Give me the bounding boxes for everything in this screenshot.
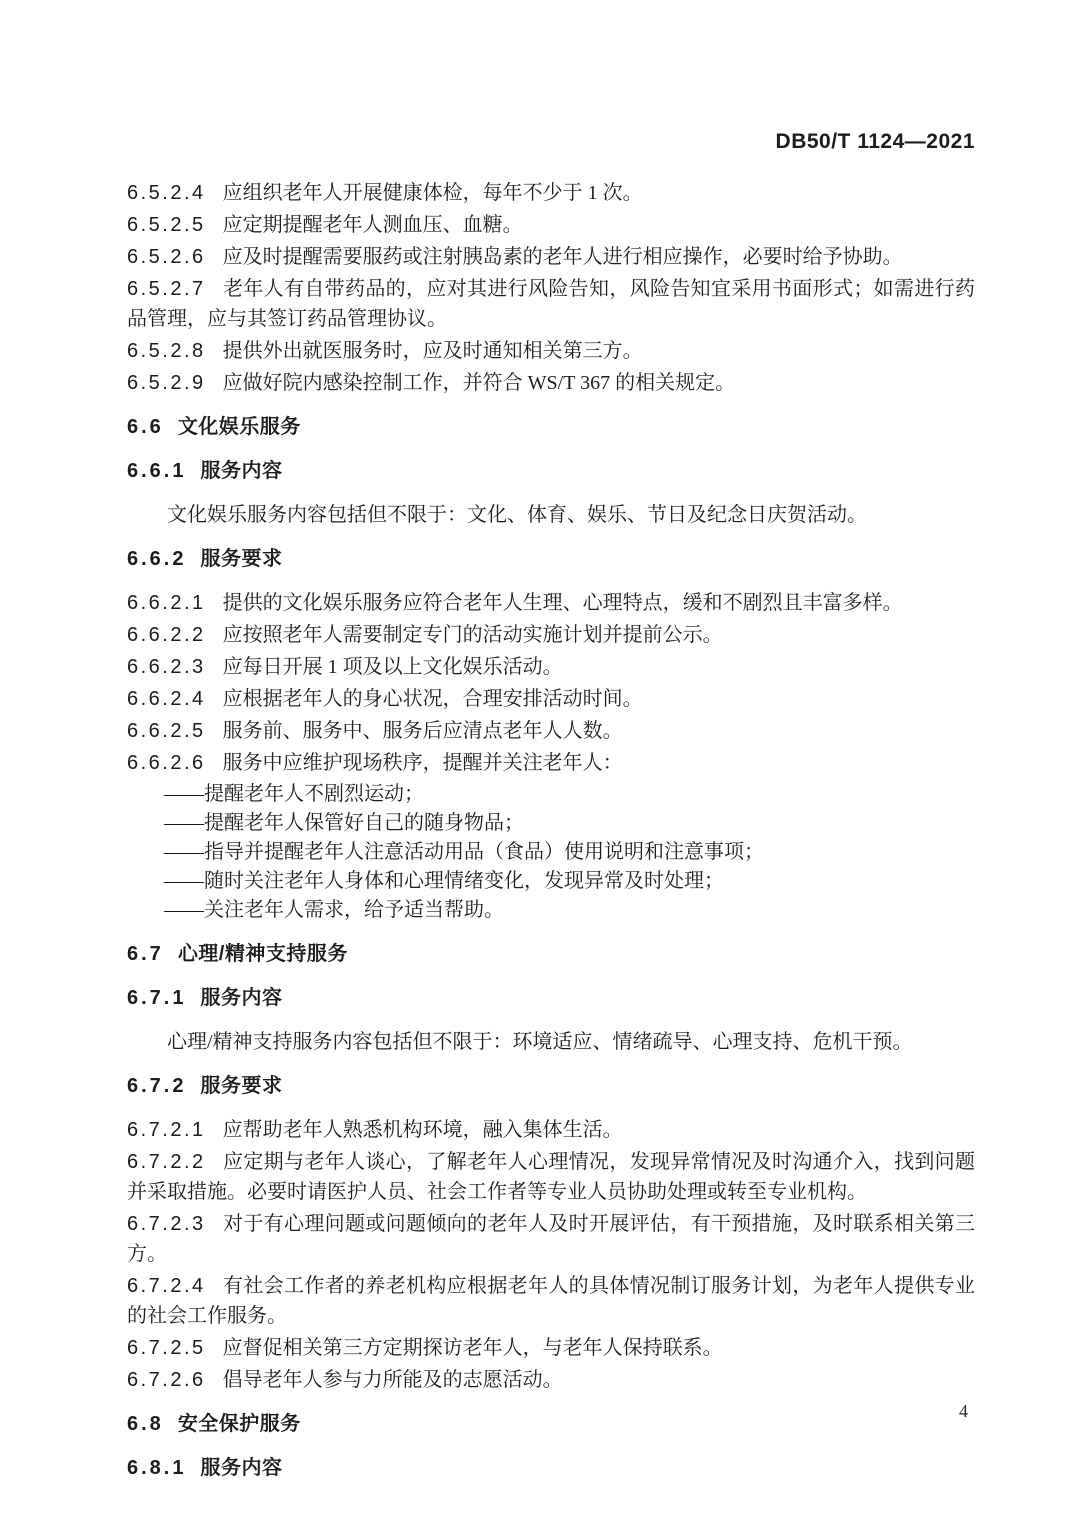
clause xyxy=(127,652,975,682)
clause-text: 提供的文化娱乐服务应符合老年人生理、心理特点，缓和不剧烈且丰富多样。 xyxy=(222,592,903,614)
heading-number: 6.7 xyxy=(127,943,164,965)
clause xyxy=(127,1209,975,1269)
clause xyxy=(127,748,975,778)
clause-text: 应按照老年人需要制定专门的活动实施计划并提前公示。 xyxy=(222,624,723,646)
paragraph xyxy=(127,500,975,530)
clause-number: 6.6.2.5 xyxy=(127,720,206,742)
heading-text: 服务内容 xyxy=(200,1457,283,1479)
clause-text: 应督促相关第三方定期探访老年人，与老年人保持联系。 xyxy=(222,1337,723,1359)
clause-number: 6.7.2.6 xyxy=(127,1369,206,1391)
clause-text: 应及时提醒需要服药或注射胰岛素的老年人进行相应操作，必要时给予协助。 xyxy=(222,246,903,268)
section-heading xyxy=(127,1409,975,1439)
clause xyxy=(127,716,975,746)
clause-text: 提供外出就医服务时，应及时通知相关第三方。 xyxy=(222,340,643,362)
heading-text: 服务内容 xyxy=(200,987,283,1009)
dash-list-item xyxy=(127,809,975,838)
clause-text: 应每日开展 1 项及以上文化娱乐活动。 xyxy=(222,656,563,678)
clause-text: 文化娱乐服务内容包括但不限于：文化、体育、娱乐、节日及纪念日庆贺活动。 xyxy=(167,504,867,526)
clause xyxy=(127,178,975,208)
clause-number: 6.7.2.2 xyxy=(127,1151,206,1173)
clause-number: 6.6.2.2 xyxy=(127,624,206,646)
clause-number: 6.7.2.1 xyxy=(127,1119,206,1141)
clause-text: ——提醒老年人不剧烈运动； xyxy=(164,783,424,805)
clause xyxy=(127,684,975,714)
section-heading xyxy=(127,983,975,1013)
clause xyxy=(127,1147,975,1207)
clause-number: 6.7.2.5 xyxy=(127,1337,206,1359)
clause-number: 6.5.2.8 xyxy=(127,340,206,362)
clause-number: 6.5.2.9 xyxy=(127,372,206,394)
heading-number: 6.8 xyxy=(127,1413,164,1435)
clause-number: 6.6.2.4 xyxy=(127,688,206,710)
clause-text: ——指导并提醒老年人注意活动用品（食品）使用说明和注意事项； xyxy=(164,841,764,863)
clause xyxy=(127,210,975,240)
section-heading xyxy=(127,544,975,574)
clause-text: 应定期与老年人谈心，了解老年人心理情况，发现异常情况及时沟通介入，找到问题并采取措施。必要时请医护人员、社会工作者等专业人员协助处理或转至专业机构。 xyxy=(127,1151,975,1203)
heading-number: 6.7.2 xyxy=(127,1075,187,1097)
document-header xyxy=(127,130,975,154)
heading-text: 心理/精神支持服务 xyxy=(177,943,348,965)
clause-number: 6.5.2.4 xyxy=(127,182,206,204)
dash-list-item xyxy=(127,867,975,896)
clause-text: 倡导老年人参与力所能及的志愿活动。 xyxy=(222,1369,563,1391)
clause xyxy=(127,274,975,334)
heading-text: 文化娱乐服务 xyxy=(177,416,301,438)
heading-text: 安全保护服务 xyxy=(177,1413,301,1435)
heading-number: 6.6 xyxy=(127,416,164,438)
clause-text: 应组织老年人开展健康体检，每年不少于 1 次。 xyxy=(222,182,643,204)
clause-number: 6.6.2.6 xyxy=(127,752,206,774)
page-footer xyxy=(959,1401,968,1422)
document-body xyxy=(127,178,975,1483)
clause xyxy=(127,336,975,366)
clause-text: 应根据老年人的身心状况，合理安排活动时间。 xyxy=(222,688,643,710)
dash-list-item xyxy=(127,838,975,867)
clause-number: 6.6.2.1 xyxy=(127,592,206,614)
clause-number: 6.5.2.7 xyxy=(127,278,206,300)
clause-text: ——提醒老年人保管好自己的随身物品； xyxy=(164,812,524,834)
clause xyxy=(127,368,975,398)
section-heading xyxy=(127,939,975,969)
clause-number: 6.6.2.3 xyxy=(127,656,206,678)
clause-text: 服务中应维护现场秩序，提醒并关注老年人： xyxy=(222,752,623,774)
clause-number: 6.7.2.3 xyxy=(127,1213,206,1235)
clause-text: 应定期提醒老年人测血压、血糖。 xyxy=(222,214,523,236)
page-number: 4 xyxy=(959,1401,968,1421)
heading-number: 6.6.2 xyxy=(127,548,187,570)
clause-text: 应做好院内感染控制工作，并符合 WS/T 367 的相关规定。 xyxy=(222,372,736,394)
clause xyxy=(127,588,975,618)
clause xyxy=(127,620,975,650)
clause xyxy=(127,1271,975,1331)
clause-text: 应帮助老年人熟悉机构环境，融入集体生活。 xyxy=(222,1119,623,1141)
clause-text: ——关注老年人需求，给予适当帮助。 xyxy=(164,899,504,921)
paragraph xyxy=(127,1027,975,1057)
clause xyxy=(127,1115,975,1145)
clause xyxy=(127,242,975,272)
clause-text: 老年人有自带药品的，应对其进行风险告知，风险告知宜采用书面形式；如需进行药品管理，应与其签订药品管理协议。 xyxy=(127,278,975,330)
clause xyxy=(127,1333,975,1363)
clause-text: 服务前、服务中、服务后应清点老年人人数。 xyxy=(222,720,623,742)
heading-number: 6.6.1 xyxy=(127,460,187,482)
clause-text: 心理/精神支持服务内容包括但不限于：环境适应、情绪疏导、心理支持、危机干预。 xyxy=(167,1031,913,1053)
clause-number: 6.5.2.6 xyxy=(127,246,206,268)
doc-number: DB50/T 1124—2021 xyxy=(775,130,975,153)
clause xyxy=(127,1365,975,1395)
clause-number: 6.7.2.4 xyxy=(127,1275,206,1297)
heading-text: 服务要求 xyxy=(200,548,283,570)
clause-number: 6.5.2.5 xyxy=(127,214,206,236)
clause-text: ——随时关注老年人身体和心理情绪变化，发现异常及时处理； xyxy=(164,870,724,892)
heading-text: 服务要求 xyxy=(200,1075,283,1097)
clause-text: 对于有心理问题或问题倾向的老年人及时开展评估，有干预措施，及时联系相关第三方。 xyxy=(127,1213,975,1265)
section-heading xyxy=(127,1071,975,1101)
section-heading xyxy=(127,412,975,442)
section-heading xyxy=(127,1453,975,1483)
dash-list-item xyxy=(127,896,975,925)
heading-text: 服务内容 xyxy=(200,460,283,482)
section-heading xyxy=(127,456,975,486)
clause-text: 有社会工作者的养老机构应根据老年人的具体情况制订服务计划，为老年人提供专业的社会工作服务。 xyxy=(127,1275,975,1327)
dash-list-item xyxy=(127,780,975,809)
heading-number: 6.8.1 xyxy=(127,1457,187,1479)
heading-number: 6.7.1 xyxy=(127,987,187,1009)
